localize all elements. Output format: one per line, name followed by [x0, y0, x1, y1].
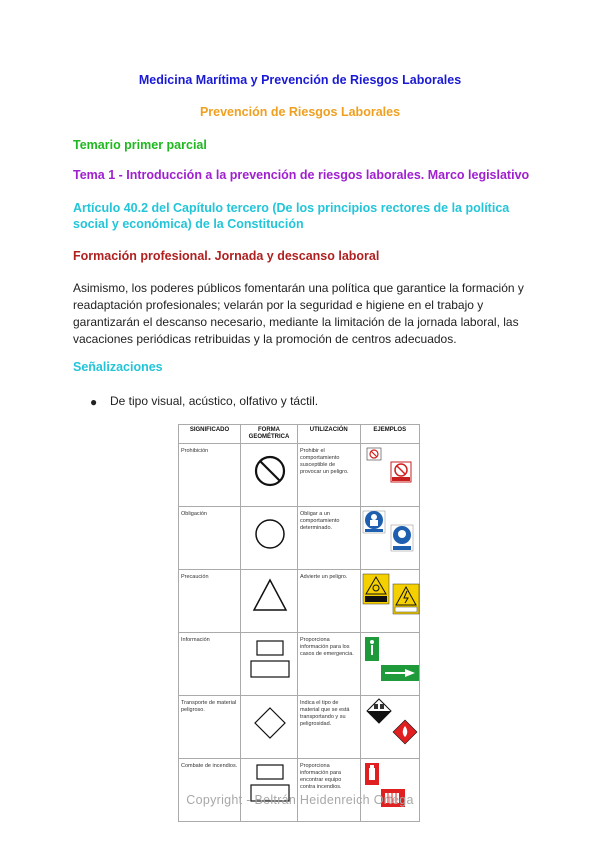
- meaning-cell: Transporte de material peligroso.: [179, 696, 241, 759]
- use-cell: Obligar a un comportamiento determinado.: [297, 507, 360, 570]
- meaning-cell: Prohibición: [179, 444, 241, 507]
- use-cell: Proporciona información para los casos de emergencia.: [297, 633, 360, 696]
- hazmat-sign-icon: [361, 696, 423, 750]
- header-examples: EJEMPLOS: [360, 425, 420, 444]
- body-paragraph: Asimismo, los poderes públicos fomentarán una política que garantice la formación y readaptación profesionales; velarán por la seguridad e higiene en el trabajo y garantizarán el descanso necesario, mediante la limitación de la jornada laboral, las vacaciones periódicas retribuidas y la promoción de centros adecuados.: [73, 281, 524, 346]
- bullet-icon: ●: [90, 395, 98, 409]
- information-sign-icon: [361, 633, 423, 687]
- examples-cell: [360, 633, 420, 696]
- use-cell: Proporciona información para encontrar equipo contra incendios.: [297, 759, 360, 822]
- table-row: [179, 759, 420, 822]
- shape-cell: [241, 570, 298, 633]
- table-row: [179, 444, 420, 507]
- signals-heading: Señalizaciones: [73, 360, 163, 374]
- table-row: [179, 570, 420, 633]
- obligation-sign-icon: [361, 507, 423, 561]
- meaning-cell: Información: [179, 633, 241, 696]
- use-cell: Prohibir el comportamiento susceptible de provocar un peligro.: [297, 444, 360, 507]
- section-heading: Formación profesional. Jornada y descanso laboral: [73, 249, 380, 263]
- shape-cell: [241, 444, 298, 507]
- prohibition-shape-icon: [241, 444, 299, 498]
- examples-cell: [360, 507, 420, 570]
- topic-heading: Tema 1 - Introducción a la prevención de riesgos laborales. Marco legislativo: [73, 168, 530, 182]
- shape-cell: [241, 507, 298, 570]
- caution-sign-icon: [361, 570, 423, 624]
- bullet-item: De tipo visual, acústico, olfativo y táctil.: [110, 394, 319, 408]
- use-cell: Advierte un peligro.: [297, 570, 360, 633]
- examples-cell: [360, 570, 420, 633]
- meaning-cell: Precaución: [179, 570, 241, 633]
- transport-shape-icon: [241, 696, 299, 750]
- table-row: [179, 696, 420, 759]
- syllabus-heading: Temario primer parcial: [73, 138, 207, 152]
- header-use: UTILIZACIÓN: [297, 425, 360, 444]
- table-row: [179, 507, 420, 570]
- examples-cell: [360, 696, 420, 759]
- caution-shape-icon: [241, 570, 299, 624]
- meaning-cell: Obligación: [179, 507, 241, 570]
- header-meaning: SIGNIFICADO: [179, 425, 241, 444]
- table-header-row: [179, 425, 420, 444]
- prohibition-sign-icon: [361, 444, 423, 498]
- use-cell: Indica el tipo de material que se está transportando y su peligrosidad.: [297, 696, 360, 759]
- signals-table: [178, 424, 420, 822]
- examples-cell: [360, 444, 420, 507]
- examples-cell: [360, 759, 420, 822]
- information-shape-icon: [241, 633, 299, 687]
- shape-cell: [241, 759, 298, 822]
- subject-title: Prevención de Riesgos Laborales: [199, 105, 401, 119]
- shape-cell: [241, 696, 298, 759]
- shape-cell: [241, 633, 298, 696]
- copyright-footer: Copyright - Beltrán Heidenreich Ortega: [186, 793, 414, 807]
- table-row: [179, 633, 420, 696]
- course-title: Medicina Marítima y Prevención de Riesgos Laborales: [138, 73, 462, 87]
- header-shape: FORMA GEOMÉTRICA: [241, 425, 298, 444]
- obligation-shape-icon: [241, 507, 299, 561]
- article-heading: Artículo 40.2 del Capítulo tercero (De los principios rectores de la política social y económica) de la Constitución: [73, 201, 510, 231]
- meaning-cell: Combate de incendios.: [179, 759, 241, 822]
